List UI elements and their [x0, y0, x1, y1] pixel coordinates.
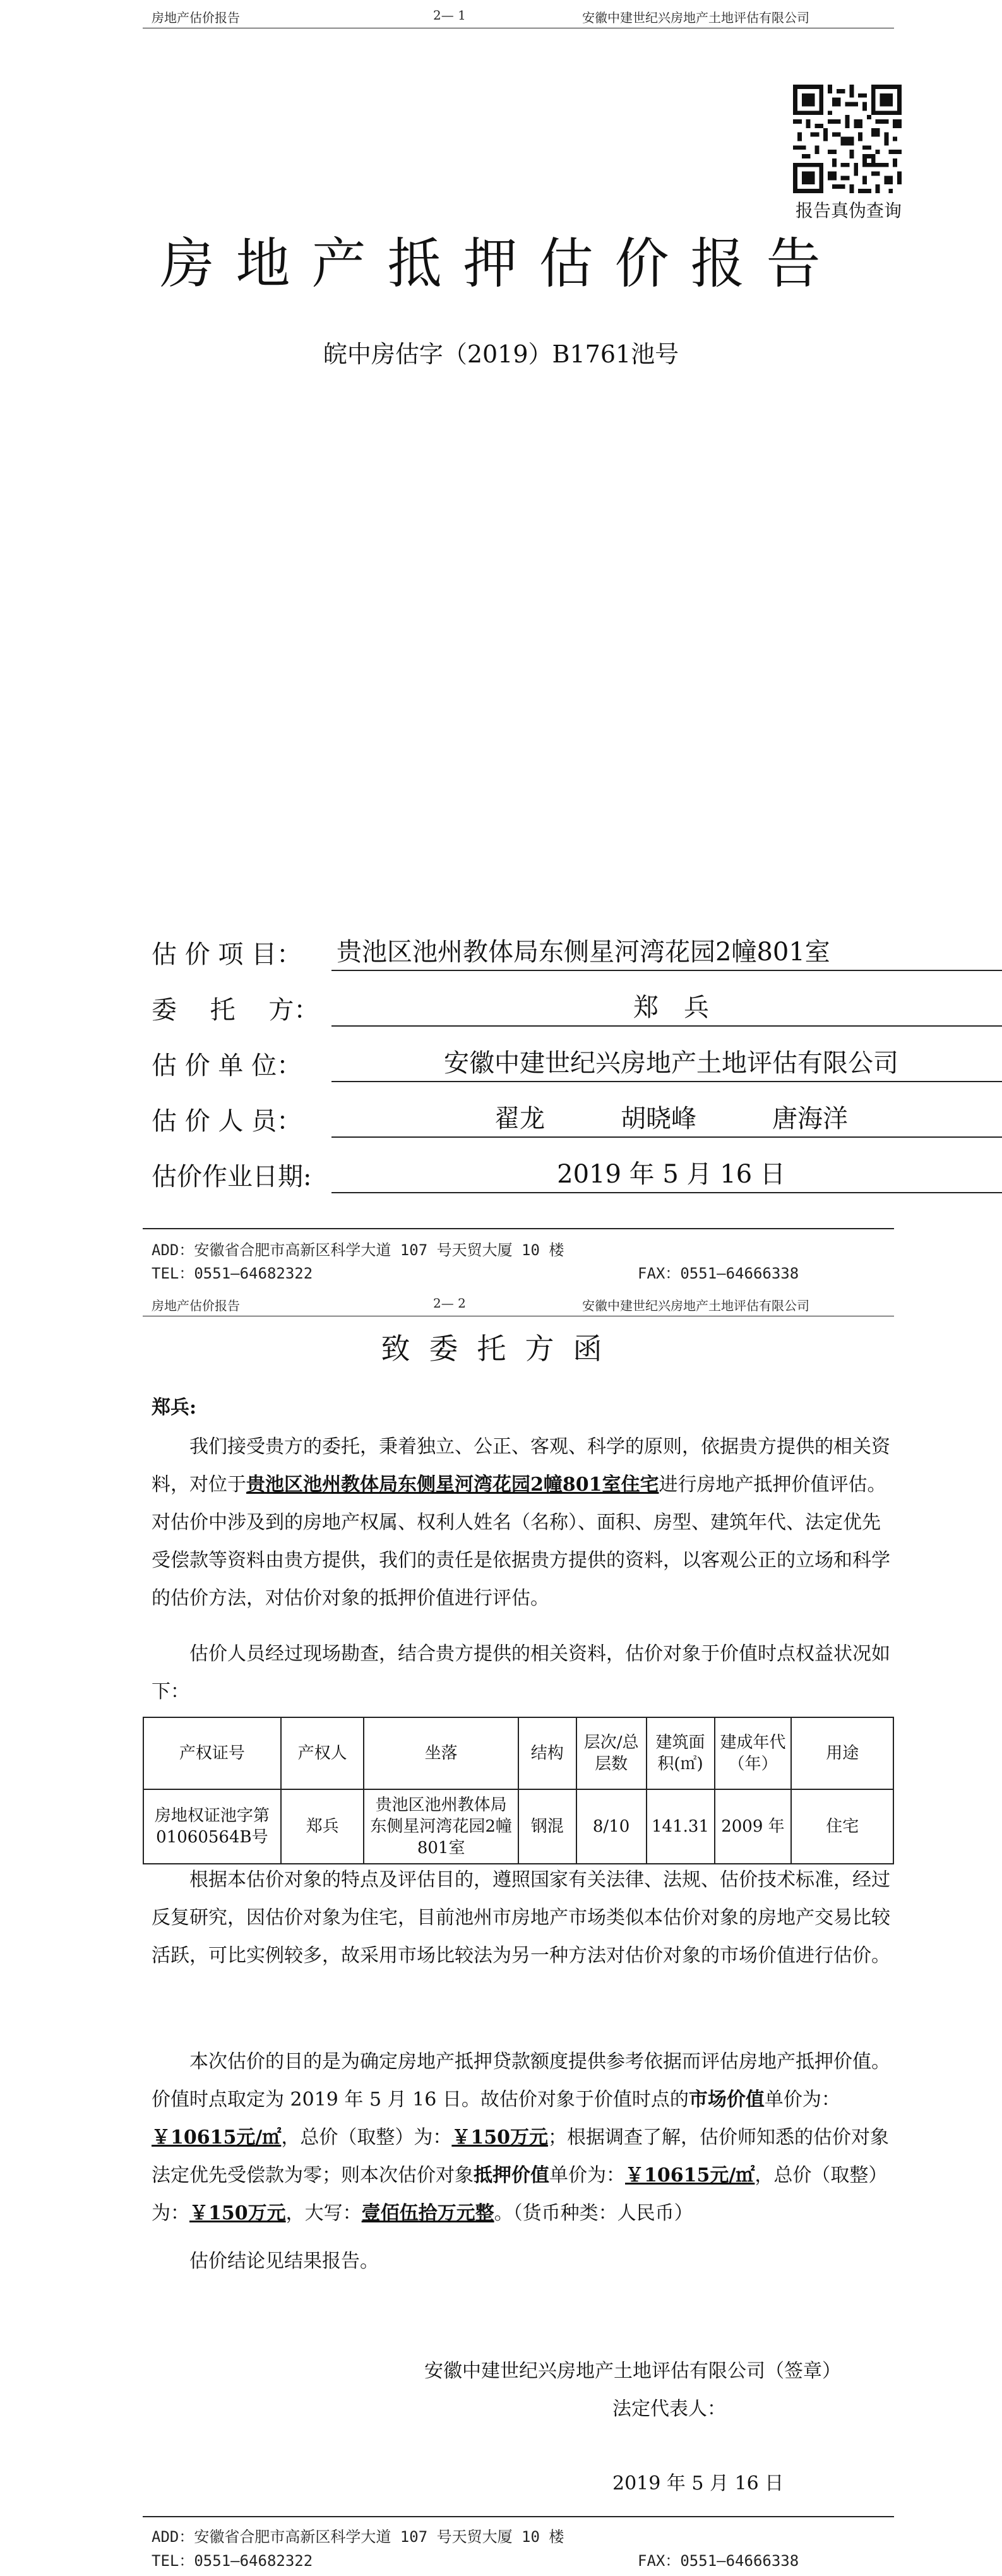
page2-footer-rule	[143, 2516, 894, 2517]
table-cell-floor: 8/10	[576, 1789, 647, 1864]
salutation: 郑兵:	[152, 1397, 197, 1419]
signature-company: 安徽中建世纪兴房地产土地评估有限公司（签章）	[424, 2360, 841, 2382]
page2-header-right: 安徽中建世纪兴房地产土地评估有限公司	[582, 1298, 809, 1313]
field-appraisers-value: 翟龙 胡晓峰 唐海洋	[331, 1101, 1002, 1138]
paragraph-4	[152, 2043, 893, 2233]
valuation-text: ，大写：	[285, 2202, 362, 2224]
paragraph-1	[152, 1428, 893, 1618]
table-cell-structure: 钢混	[518, 1789, 576, 1864]
field-appraisers-label: 估 价 人 员：	[152, 1107, 302, 1136]
paragraph-2	[152, 1635, 893, 1711]
table-header-cell: 层次/总层数	[576, 1717, 647, 1789]
page1-footer-tel: TEL：0551—64682322	[152, 1265, 313, 1282]
table-cell-location: 贵池区池州教体局东侧星河湾花园2幢801室	[364, 1789, 518, 1864]
table-cell-certificate: 房地权证池字第01060564B号	[143, 1789, 281, 1864]
field-client-label: 委 托 方：	[152, 996, 319, 1025]
field-work-date-value: 2019 年 5 月 16 日	[331, 1157, 1002, 1193]
signature-date: 2019 年 5 月 16 日	[612, 2472, 784, 2495]
field-appraiser-unit-label: 估 价 单 位：	[152, 1051, 302, 1080]
table-header-cell: 建成年代（年）	[715, 1717, 792, 1789]
table-header-cell: 建筑面积(㎡)	[647, 1717, 715, 1789]
valuation-text: ；根据调查了解，估价师知悉的估价对象法定优先受偿款为零；则本次估价对象	[152, 2126, 889, 2186]
letter-title: 致委托方函	[381, 1332, 621, 1366]
field-project-label: 估 价 项 目：	[152, 940, 302, 969]
field-appraiser-unit-value: 安徽中建世纪兴房地产土地评估有限公司	[331, 1046, 1002, 1082]
table-header-row	[143, 1717, 893, 1789]
field-project-value: 贵池区池州教体局东侧星河湾花园2幢801室	[331, 934, 1002, 971]
property-address-highlight: 贵池区池州教体局东侧星河湾花园2幢801室住宅	[246, 1474, 659, 1496]
table-header-cell: 产权人	[281, 1717, 364, 1789]
qr-code-icon	[793, 85, 902, 193]
valuation-text: 单价为：	[764, 2089, 840, 2111]
paragraph-5	[152, 2243, 893, 2281]
page1-header-page-number: 2— 1	[433, 8, 466, 23]
market-total-price: ￥150万元	[451, 2126, 548, 2149]
total-in-words: 壹佰伍拾万元整	[361, 2202, 494, 2224]
field-work-date-label: 估价作业日期:	[152, 1162, 312, 1191]
table-cell-owner: 郑兵	[281, 1789, 364, 1864]
paragraph-3-text: 根据本估价对象的特点及评估目的，遵照国家有关法律、法规、估价技术标准，经过反复研究，因估价对象为住宅，目前池州市房地产市场类似本估价对象的房地产交易比较活跃，可比实例较多，故采用市场比较法为另一种方法对估价对象的市场价值进行估价。	[152, 1869, 890, 1967]
page1-header-left: 房地产估价报告	[152, 10, 240, 25]
page1-header-right: 安徽中建世纪兴房地产土地评估有限公司	[582, 10, 809, 25]
valuation-text: ，总价（取整）为：	[281, 2126, 452, 2149]
table-cell-usage: 住宅	[791, 1789, 893, 1864]
market-value-label: 市场价值	[688, 2089, 765, 2111]
table-row	[143, 1789, 893, 1864]
table-header-cell: 产权证号	[143, 1717, 281, 1789]
qr-caption: 报告真伪查询	[795, 200, 902, 221]
table-header-cell: 坐落	[364, 1717, 518, 1789]
table-header-cell: 结构	[518, 1717, 576, 1789]
table-header-cell: 用途	[791, 1717, 893, 1789]
market-unit-price: ￥10615元/㎡	[152, 2126, 282, 2149]
mortgage-unit-price: ￥10615元/㎡	[625, 2164, 755, 2186]
report-title: 房地产抵押估价报告	[160, 232, 842, 295]
valuation-text: 单价为：	[549, 2164, 625, 2186]
field-client-value: 郑 兵	[331, 990, 1002, 1027]
page2-footer-fax: FAX：0551—64666338	[638, 2552, 799, 2570]
property-table	[143, 1717, 894, 1864]
paragraph-3	[152, 1861, 893, 1975]
mortgage-total-price: ￥150万元	[189, 2202, 286, 2224]
signature-representative: 法定代表人：	[612, 2398, 726, 2420]
table-cell-year: 2009 年	[715, 1789, 792, 1864]
page1-footer-rule	[143, 1228, 894, 1229]
valuation-text: 。（货币种类：人民币）	[494, 2202, 693, 2224]
table-cell-area: 141.31	[647, 1789, 715, 1864]
page2-header-page-number: 2— 2	[433, 1296, 466, 1311]
valuation-text: 本次估价的目的是为确定房地产抵押贷款额度提供参考依据而评估房地产抵押价值。价值时点取定为 2019 年 5 月 16 日。故估价对象于价值时点的	[152, 2051, 890, 2111]
page2-header-left: 房地产估价报告	[152, 1298, 240, 1313]
page2-footer-tel: TEL：0551—64682322	[152, 2552, 313, 2570]
page2-footer-address: ADD：安徽省合肥市高新区科学大道 107 号天贸大厦 10 楼	[152, 2528, 564, 2546]
paragraph-5-text: 估价结论见结果报告。	[189, 2250, 379, 2272]
mortgage-value-label: 抵押价值	[474, 2164, 549, 2186]
page1-footer-address: ADD：安徽省合肥市高新区科学大道 107 号天贸大厦 10 楼	[152, 1241, 564, 1259]
report-number: 皖中房估字（2019）B1761池号	[323, 340, 679, 368]
paragraph-1-text-a: 我们接受贵方的委托，秉着独立、公正、客观、科学的原则，依据贵方提供的相关资料，对位于	[152, 1436, 890, 1496]
paragraph-2-text: 估价人员经过现场勘查，结合贵方提供的相关资料，估价对象于价值时点权益状况如下：	[152, 1643, 890, 1703]
page1-footer-fax: FAX：0551—64666338	[638, 1265, 799, 1282]
valuation-text: ，总价（取整）为：	[152, 2164, 888, 2224]
paragraph-1-text-b: 进行房地产抵押价值评估。对估价中涉及到的房地产权属、权利人姓名（名称）、面积、房型、建筑年代、法定优先受偿款等资料由贵方提供，我们的责任是依据贵方提供的资料，以客观公正的立场和科学的估价方法，对估价对象的抵押价值进行评估。	[152, 1474, 890, 1609]
